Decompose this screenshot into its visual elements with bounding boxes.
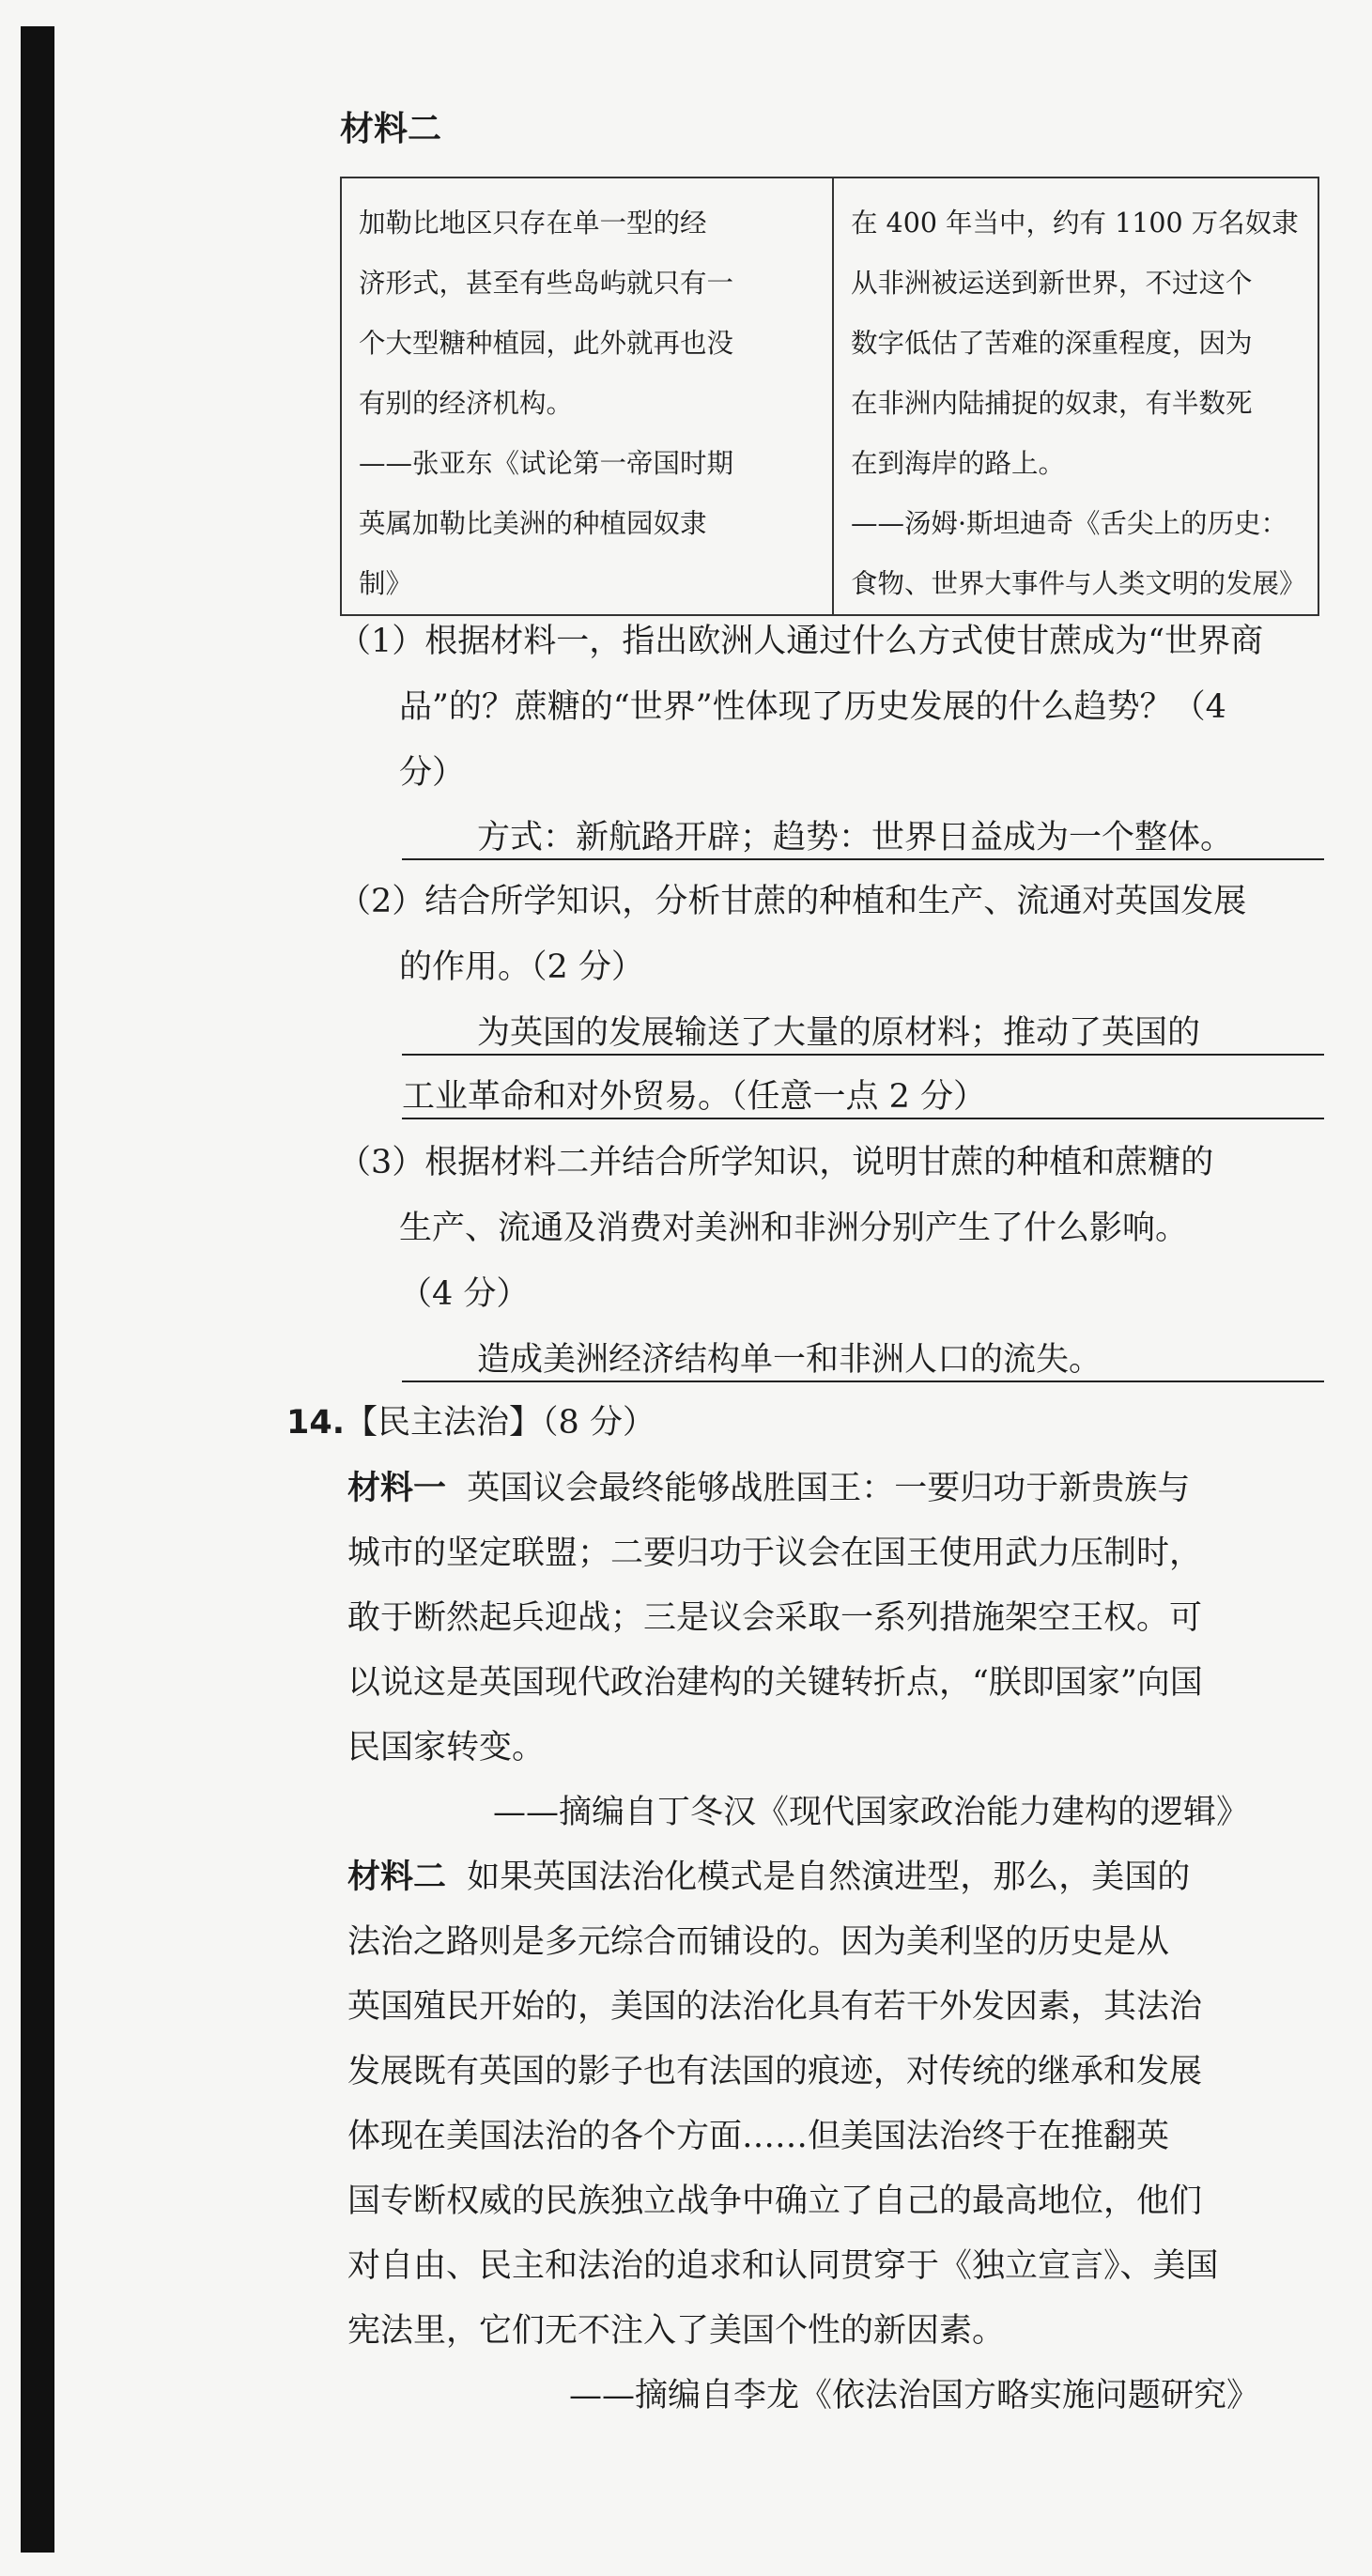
material2-table	[340, 177, 1319, 616]
q3-line: （3）根据材料二并结合所学知识，说明甘蔗的种植和蔗糖的	[338, 1144, 1214, 1181]
table-right-line: 数字低估了苦难的深重程度，因为	[851, 328, 1253, 359]
table-right-line: 在到海岸的路上。	[851, 448, 1066, 479]
q1-line: 品”的？蔗糖的“世界”性体现了历史发展的什么趋势？（4	[399, 688, 1226, 726]
table-right-line: 从非洲被运送到新世界，不过这个	[851, 268, 1253, 299]
q14-header	[286, 1404, 655, 1442]
q3-line: （4 分）	[399, 1275, 530, 1313]
q3-line: 生产、流通及消费对美洲和非洲分别产生了什么影响。	[399, 1210, 1189, 1247]
material2-label: 材料二	[347, 1859, 447, 1896]
material1-text: 英国议会最终能够战胜国王：一要归功于新贵族与	[467, 1470, 1191, 1507]
q1-line: 分）	[399, 754, 466, 792]
material2-text: 法治之路则是多元综合而铺设的。因为美利坚的历史是从	[347, 1923, 1170, 1961]
q1-line: （1）根据材料一，指出欧洲人通过什么方式使甘蔗成为“世界商	[338, 623, 1264, 660]
material2-text: 发展既有英国的影子也有法国的痕迹，对传统的继承和发展	[347, 2053, 1203, 2090]
material2-text: 如果英国法治化模式是自然演进型，那么，美国的	[467, 1859, 1191, 1896]
material2-text: 宪法里，它们无不注入了美国个性的新因素。	[347, 2312, 1006, 2350]
table-left-source: 英属加勒比美洲的种植园奴隶	[359, 508, 707, 539]
material1-text: 民国家转变。	[347, 1729, 546, 1766]
q3-answer: 造成美洲经济结构单一和非洲人口的流失。	[477, 1341, 1102, 1379]
material2-text: 对自由、民主和法治的追求和认同贯穿于《独立宣言》、美国	[347, 2247, 1219, 2285]
q2-answer: 工业革命和对外贸易。（任意一点 2 分）	[402, 1078, 987, 1116]
material1-source: ——摘编自丁冬汉《现代国家政治能力建构的逻辑》	[493, 1794, 1250, 1831]
table-left-source: 制》	[359, 568, 413, 599]
answer-line	[402, 1054, 1324, 1056]
material1-label: 材料一	[347, 1470, 447, 1507]
material2-source: ——摘编自李龙《依法治国方略实施问题研究》	[569, 2377, 1260, 2414]
material2-right-cell	[833, 177, 1318, 615]
q2-answer: 为英国的发展输送了大量的原材料；推动了英国的	[477, 1014, 1201, 1052]
answer-line	[402, 1118, 1324, 1119]
q14-number: 14.	[286, 1404, 346, 1442]
material2-text: 国专断权威的民族独立战争中确立了自己的最高地位，他们	[347, 2183, 1203, 2220]
material2-text: 英国殖民开始的，美国的法治化具有若干外发因素，其法治	[347, 1988, 1203, 2026]
table-left-line: 加勒比地区只存在单一型的经	[359, 208, 707, 239]
q14-m1-first-line	[347, 1470, 1190, 1507]
table-right-source: ——汤姆·斯坦迪奇《舌尖上的历史：	[851, 508, 1288, 539]
table-left-line: 有别的经济机构。	[359, 388, 574, 419]
material1-text: 敢于断然起兵迎战；三是议会采取一系列措施架空王权。可	[347, 1599, 1203, 1637]
table-right-line: 在非洲内陆捕捉的奴隶，有半数死	[851, 388, 1253, 419]
table-left-line: 个大型糖种植园，此外就再也没	[359, 328, 734, 359]
q2-line: （2）结合所学知识，分析甘蔗的种植和生产、流通对英国发展	[338, 883, 1247, 920]
table-right-source: 食物、世界大事件与人类文明的发展》	[851, 568, 1306, 599]
answer-line	[402, 858, 1324, 860]
table-left-source: ——张亚东《试论第一帝国时期	[359, 448, 734, 479]
material1-text: 城市的坚定联盟；二要归功于议会在国王使用武力压制时，	[347, 1535, 1203, 1572]
q14-title: 【民主法治】（8 分）	[345, 1404, 655, 1442]
material1-text: 以说这是英国现代政治建构的关键转折点，“朕即国家”向国	[347, 1664, 1203, 1702]
table-right-line: 在 400 年当中，约有 1100 万名奴隶	[851, 208, 1299, 239]
q1-answer: 方式：新航路开辟；趋势：世界日益成为一个整体。	[477, 819, 1234, 856]
q2-line: 的作用。（2 分）	[399, 949, 644, 986]
q14-m2-first-line	[347, 1859, 1190, 1896]
material2-left-cell	[341, 177, 833, 615]
material2-text: 体现在美国法治的各个方面……但美国法治终于在推翻英	[347, 2118, 1170, 2155]
material2-heading: 材料二	[340, 110, 442, 148]
answer-line	[402, 1381, 1324, 1382]
table-left-line: 济形式，甚至有些岛屿就只有一	[359, 268, 734, 299]
